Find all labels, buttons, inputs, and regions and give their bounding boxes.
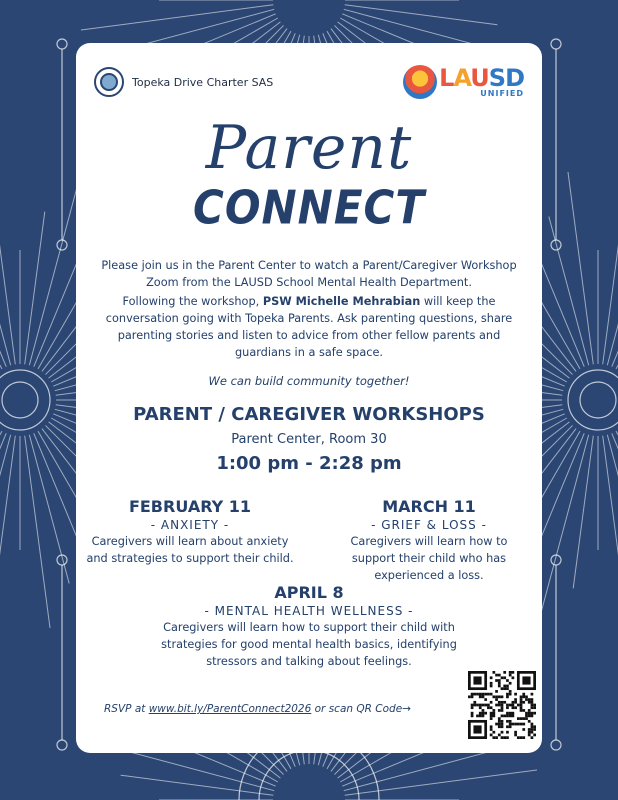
qr-code-icon[interactable]	[468, 671, 536, 739]
lausd-logo-text: LAUSD	[439, 64, 524, 92]
rsvp-line: RSVP at www.bit.ly/ParentConnect2026 or scan QR Code→	[104, 703, 411, 715]
lausd-logo-subtext: UNIFIED	[480, 89, 524, 98]
lausd-logo	[403, 65, 524, 99]
school-name: Topeka Drive Charter SAS	[132, 75, 274, 89]
session-topic: - ANXIETY -	[150, 518, 230, 532]
school-seal-icon	[94, 67, 124, 97]
session-date: FEBRUARY 11	[128, 497, 252, 516]
session-topic: - MENTAL HEALTH WELLNESS -	[204, 604, 414, 618]
title-connect: CONNECT	[193, 180, 425, 235]
title-parent: Parent	[205, 113, 413, 183]
intro-paragraph-2: Following the workshop, PSW Michelle Mehrabian will keep the conversation going with Topeka Parents. Ask parenting questions, share parenting stories and listen to advice from other fellow parents and guardians in a safe space.	[105, 295, 513, 359]
session-date: MARCH 11	[382, 497, 476, 516]
session-description: Caregivers will learn how to support their child who has experienced a loss.	[350, 535, 508, 582]
school-header	[94, 67, 273, 97]
session-description: Caregivers will learn how to support their child with strategies for good mental health basics, identifying stressors and talking about feelings.	[161, 621, 457, 668]
session-february	[84, 497, 296, 567]
intro-paragraph-1: Please join us in the Parent Center to watch a Parent/Caregiver Workshop Zoom from the LAUSD School Mental Health Department.	[101, 259, 517, 289]
workshops-heading: PARENT / CAREGIVER WORKSHOPS	[133, 404, 485, 425]
session-march	[332, 497, 526, 584]
facilitator-name: PSW Michelle Mehrabian	[262, 295, 421, 308]
flyer-card	[76, 43, 542, 753]
rsvp-link[interactable]: www.bit.ly/ParentConnect2026	[148, 703, 312, 715]
workshops-location: Parent Center, Room 30	[231, 432, 387, 447]
session-april	[146, 583, 472, 670]
tagline: We can build community together!	[208, 374, 410, 388]
session-date: APRIL 8	[274, 583, 344, 602]
lausd-seal-icon	[403, 65, 437, 99]
session-description: Caregivers will learn about anxiety and strategies to support their child.	[86, 535, 294, 565]
session-topic: - GRIEF & LOSS -	[371, 518, 487, 532]
workshops-time: 1:00 pm - 2:28 pm	[216, 453, 402, 474]
